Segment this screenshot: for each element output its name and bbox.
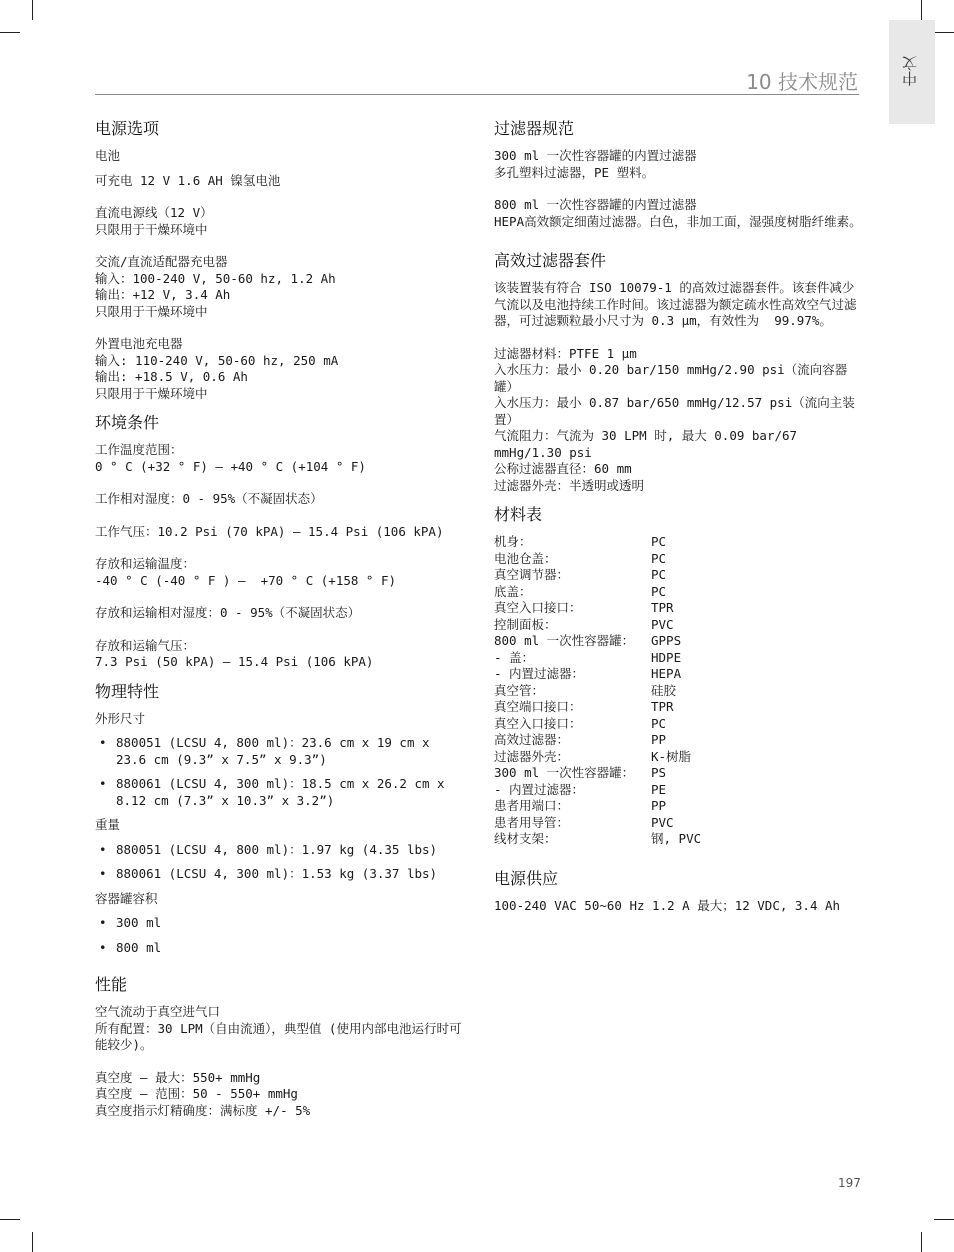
- crop-mark-br-h: [934, 1219, 954, 1220]
- material-value: PVC: [651, 814, 674, 830]
- table-row: [494, 798, 701, 815]
- left-column: [95, 118, 465, 1119]
- material-value: PC: [651, 715, 667, 731]
- environment-heading: 环境条件: [95, 413, 160, 432]
- table-row: [494, 831, 701, 848]
- external-charger-text: 外置电池充电器 输入: 110-240 V, 50-60 hz, 250 mA 输出: +18.5 V, 0.6 Ah 只限用于干燥环境中: [95, 336, 339, 401]
- material-part: 真空入口接口：: [494, 715, 582, 731]
- material-part: 真空管：: [494, 682, 545, 698]
- vacuum-text: 真空度 – 最大：550+ mmHg 真空度 – 范围：50 - 550+ mmHg 真空度指示灯精确度：满标度 +/- 5%: [95, 1069, 311, 1118]
- weight-subheading: 重量: [95, 817, 121, 832]
- language-tab: [889, 20, 935, 124]
- operating-temp-text: 工作温度范围： 0 ° C (+32 ° F) – +40 ° C (+104 ° F): [95, 442, 366, 474]
- dimensions-subheading: 外形尺寸: [95, 710, 146, 726]
- list-item: • 880051 (LCSU 4, 800 ml)：1.97 kg (4.35 lbs): [95, 842, 465, 859]
- material-part: 真空端口接口：: [494, 699, 582, 714]
- page-number: 197: [838, 1176, 861, 1190]
- list-item: • 880061 (LCSU 4, 300 ml)：18.5 cm x 26.2 cm x 8.12 cm (7.3” x 10.3” x 3.2”): [95, 776, 465, 809]
- power-supply-text: 100-240 VAC 50~60 Hz 1.2 A 最大；12 VDC, 3.4 Ah: [494, 897, 841, 913]
- operating-pressure-text: 工作气压：10.2 Psi (70 kPA) – 15.4 Psi (106 kPA): [95, 523, 444, 539]
- ac-dc-adapter-text: 交流/直流适配器充电器 输入：100-240 V, 50-60 hz, 1.2 Ah 输出：+12 V, 3.4 Ah 只限用于干燥环境中: [95, 254, 336, 319]
- materials-table: [494, 534, 701, 848]
- performance-heading: 性能: [95, 975, 128, 994]
- physical-heading: 物理特性: [95, 681, 160, 701]
- operating-humidity-text: 工作相对湿度：0 - 95%（不凝固状态）: [95, 491, 323, 506]
- list-item: • 880051 (LCSU 4, 800 ml)：23.6 cm x 19 cm x 23.6 cm (9.3” x 7.5” x 9.3”): [95, 735, 465, 768]
- table-row: [494, 749, 701, 766]
- weight-list: [95, 842, 465, 883]
- table-row: [494, 534, 701, 551]
- storage-temp-text: 存放和运输温度： -40 ° C (-40 ° F ) – +70 ° C (+158 ° F): [95, 556, 397, 588]
- material-value: TPR: [651, 600, 674, 615]
- list-item: • 880061 (LCSU 4, 300 ml)：1.53 kg (3.37 lbs): [95, 866, 465, 883]
- crop-mark-tr-h: [934, 32, 954, 33]
- right-column: [494, 118, 864, 914]
- material-part: 底盖：: [494, 583, 532, 599]
- material-value: PP: [651, 798, 667, 813]
- material-value: PE: [651, 781, 667, 797]
- material-part: - 内置过滤器：: [494, 781, 585, 797]
- capacity-subheading: 容器罐容积: [95, 890, 158, 906]
- table-row: [494, 551, 701, 568]
- table-row: [494, 617, 701, 634]
- table-row: [494, 732, 701, 749]
- material-part: 真空入口接口：: [494, 600, 582, 615]
- table-row: [494, 584, 701, 601]
- list-item: • 800 ml: [95, 940, 465, 957]
- material-part: 真空调节器：: [494, 567, 570, 582]
- table-row: [494, 683, 701, 700]
- capacity-list: [95, 915, 465, 956]
- material-value: PC: [651, 567, 667, 582]
- table-row: [494, 600, 701, 617]
- crop-mark-tl-h: [0, 32, 20, 33]
- table-row: [494, 815, 701, 832]
- chapter-title: 10 技术规范: [746, 70, 858, 94]
- material-part: - 内置过滤器：: [494, 666, 585, 681]
- material-value: 硅胶: [651, 682, 677, 698]
- material-part: 800 ml 一次性容器罐：: [494, 633, 635, 648]
- hepa-specs: 过滤器材料：PTFE 1 µm 入水压力：最小 0.20 bar/150 mmHg/2.90 psi（流向容器罐） 入水压力：最小 0.87 bar/650 mmHg/12.57 psi（流向主装置） 气流阻力：气流为 30 LPM 时, 最大 0.09 bar/67 mmHg/1.30 psi 公称过滤器直径：60 mm 过滤器外壳：半透明或透明: [494, 345, 855, 493]
- table-row: [494, 567, 701, 584]
- material-value: PVC: [651, 616, 674, 632]
- hepa-kit-heading: 高效过滤器套件: [494, 251, 607, 270]
- dimensions-list: [95, 735, 465, 809]
- filter-800-text: 800 ml 一次性容器罐的内置过滤器 HEPA高效额定细菌过滤器。白色，非加工面，湿强度树脂纤维素。: [494, 197, 862, 229]
- power-options-heading: 电源选项: [95, 119, 160, 138]
- material-value: PC: [651, 534, 667, 549]
- material-part: 控制面板：: [494, 616, 557, 632]
- crop-mark-tl-v: [32, 0, 33, 20]
- material-value: TPR: [651, 699, 674, 714]
- battery-text: 可充电 12 V 1.6 AH 镍氢电池: [95, 172, 281, 188]
- material-part: 电池仓盖：: [494, 550, 557, 566]
- material-value: K-树脂: [651, 748, 692, 764]
- material-part: 过滤器外壳：: [494, 748, 570, 764]
- filter-300-text: 300 ml 一次性容器罐的内置过滤器 多孔塑料过滤器，PE 塑料。: [494, 148, 697, 180]
- material-part: - 盖：: [494, 649, 535, 665]
- language-tab-label: 中文: [901, 56, 919, 86]
- material-part: 患者用端口：: [494, 798, 570, 813]
- table-row: [494, 650, 701, 667]
- crop-mark-bl-v: [32, 1232, 33, 1252]
- material-part: 高效过滤器：: [494, 732, 570, 747]
- airflow-text: 空气流动于真空进气口 所有配置：30 LPM（自由流通），典型值 (使用内部电池运行时可能较少)。: [95, 1004, 462, 1052]
- hepa-description: 该装置装有符合 ISO 10079-1 的高效过滤器套件。该套件减少气流以及电池持续工作时间。该过滤器为额定疏水性高效空气过滤器，可过滤颗粒最小尺寸为 0.3 µm，有效性为 99.97%。: [494, 280, 857, 328]
- table-row: [494, 666, 701, 683]
- storage-humidity-text: 存放和运输相对湿度：0 - 95%（不凝固状态）: [95, 605, 361, 620]
- material-value: PC: [651, 583, 667, 599]
- crop-mark-tr-v: [921, 0, 922, 20]
- list-item: • 300 ml: [95, 915, 465, 932]
- power-supply-heading: 电源供应: [494, 868, 559, 888]
- header-rule: [95, 94, 859, 95]
- battery-subheading: 电池: [95, 148, 121, 163]
- material-value: HDPE: [651, 649, 682, 665]
- table-row: [494, 765, 701, 782]
- material-value: 钢, PVC: [651, 831, 702, 846]
- table-row: [494, 782, 701, 799]
- crop-mark-bl-h: [0, 1219, 20, 1220]
- crop-mark-br-v: [921, 1232, 922, 1252]
- filter-spec-heading: 过滤器规范: [494, 119, 575, 138]
- material-part: 线材支架：: [494, 831, 557, 846]
- material-value: PS: [651, 765, 667, 780]
- material-value: PC: [651, 550, 667, 566]
- table-row: [494, 699, 701, 716]
- material-value: HEPA: [651, 666, 682, 681]
- material-value: PP: [651, 732, 667, 747]
- dc-cord-text: 直流电源线（12 V） 只限用于干燥环境中: [95, 205, 213, 237]
- material-part: 患者用导管：: [494, 814, 570, 830]
- table-row: [494, 633, 701, 650]
- storage-pressure-text: 存放和运输气压： 7.3 Psi (50 kPA) – 15.4 Psi (106 kPA): [95, 637, 374, 669]
- material-part: 机身：: [494, 534, 532, 549]
- materials-heading: 材料表: [494, 505, 543, 524]
- material-value: GPPS: [651, 633, 682, 648]
- material-part: 300 ml 一次性容器罐：: [494, 765, 635, 780]
- table-row: [494, 716, 701, 733]
